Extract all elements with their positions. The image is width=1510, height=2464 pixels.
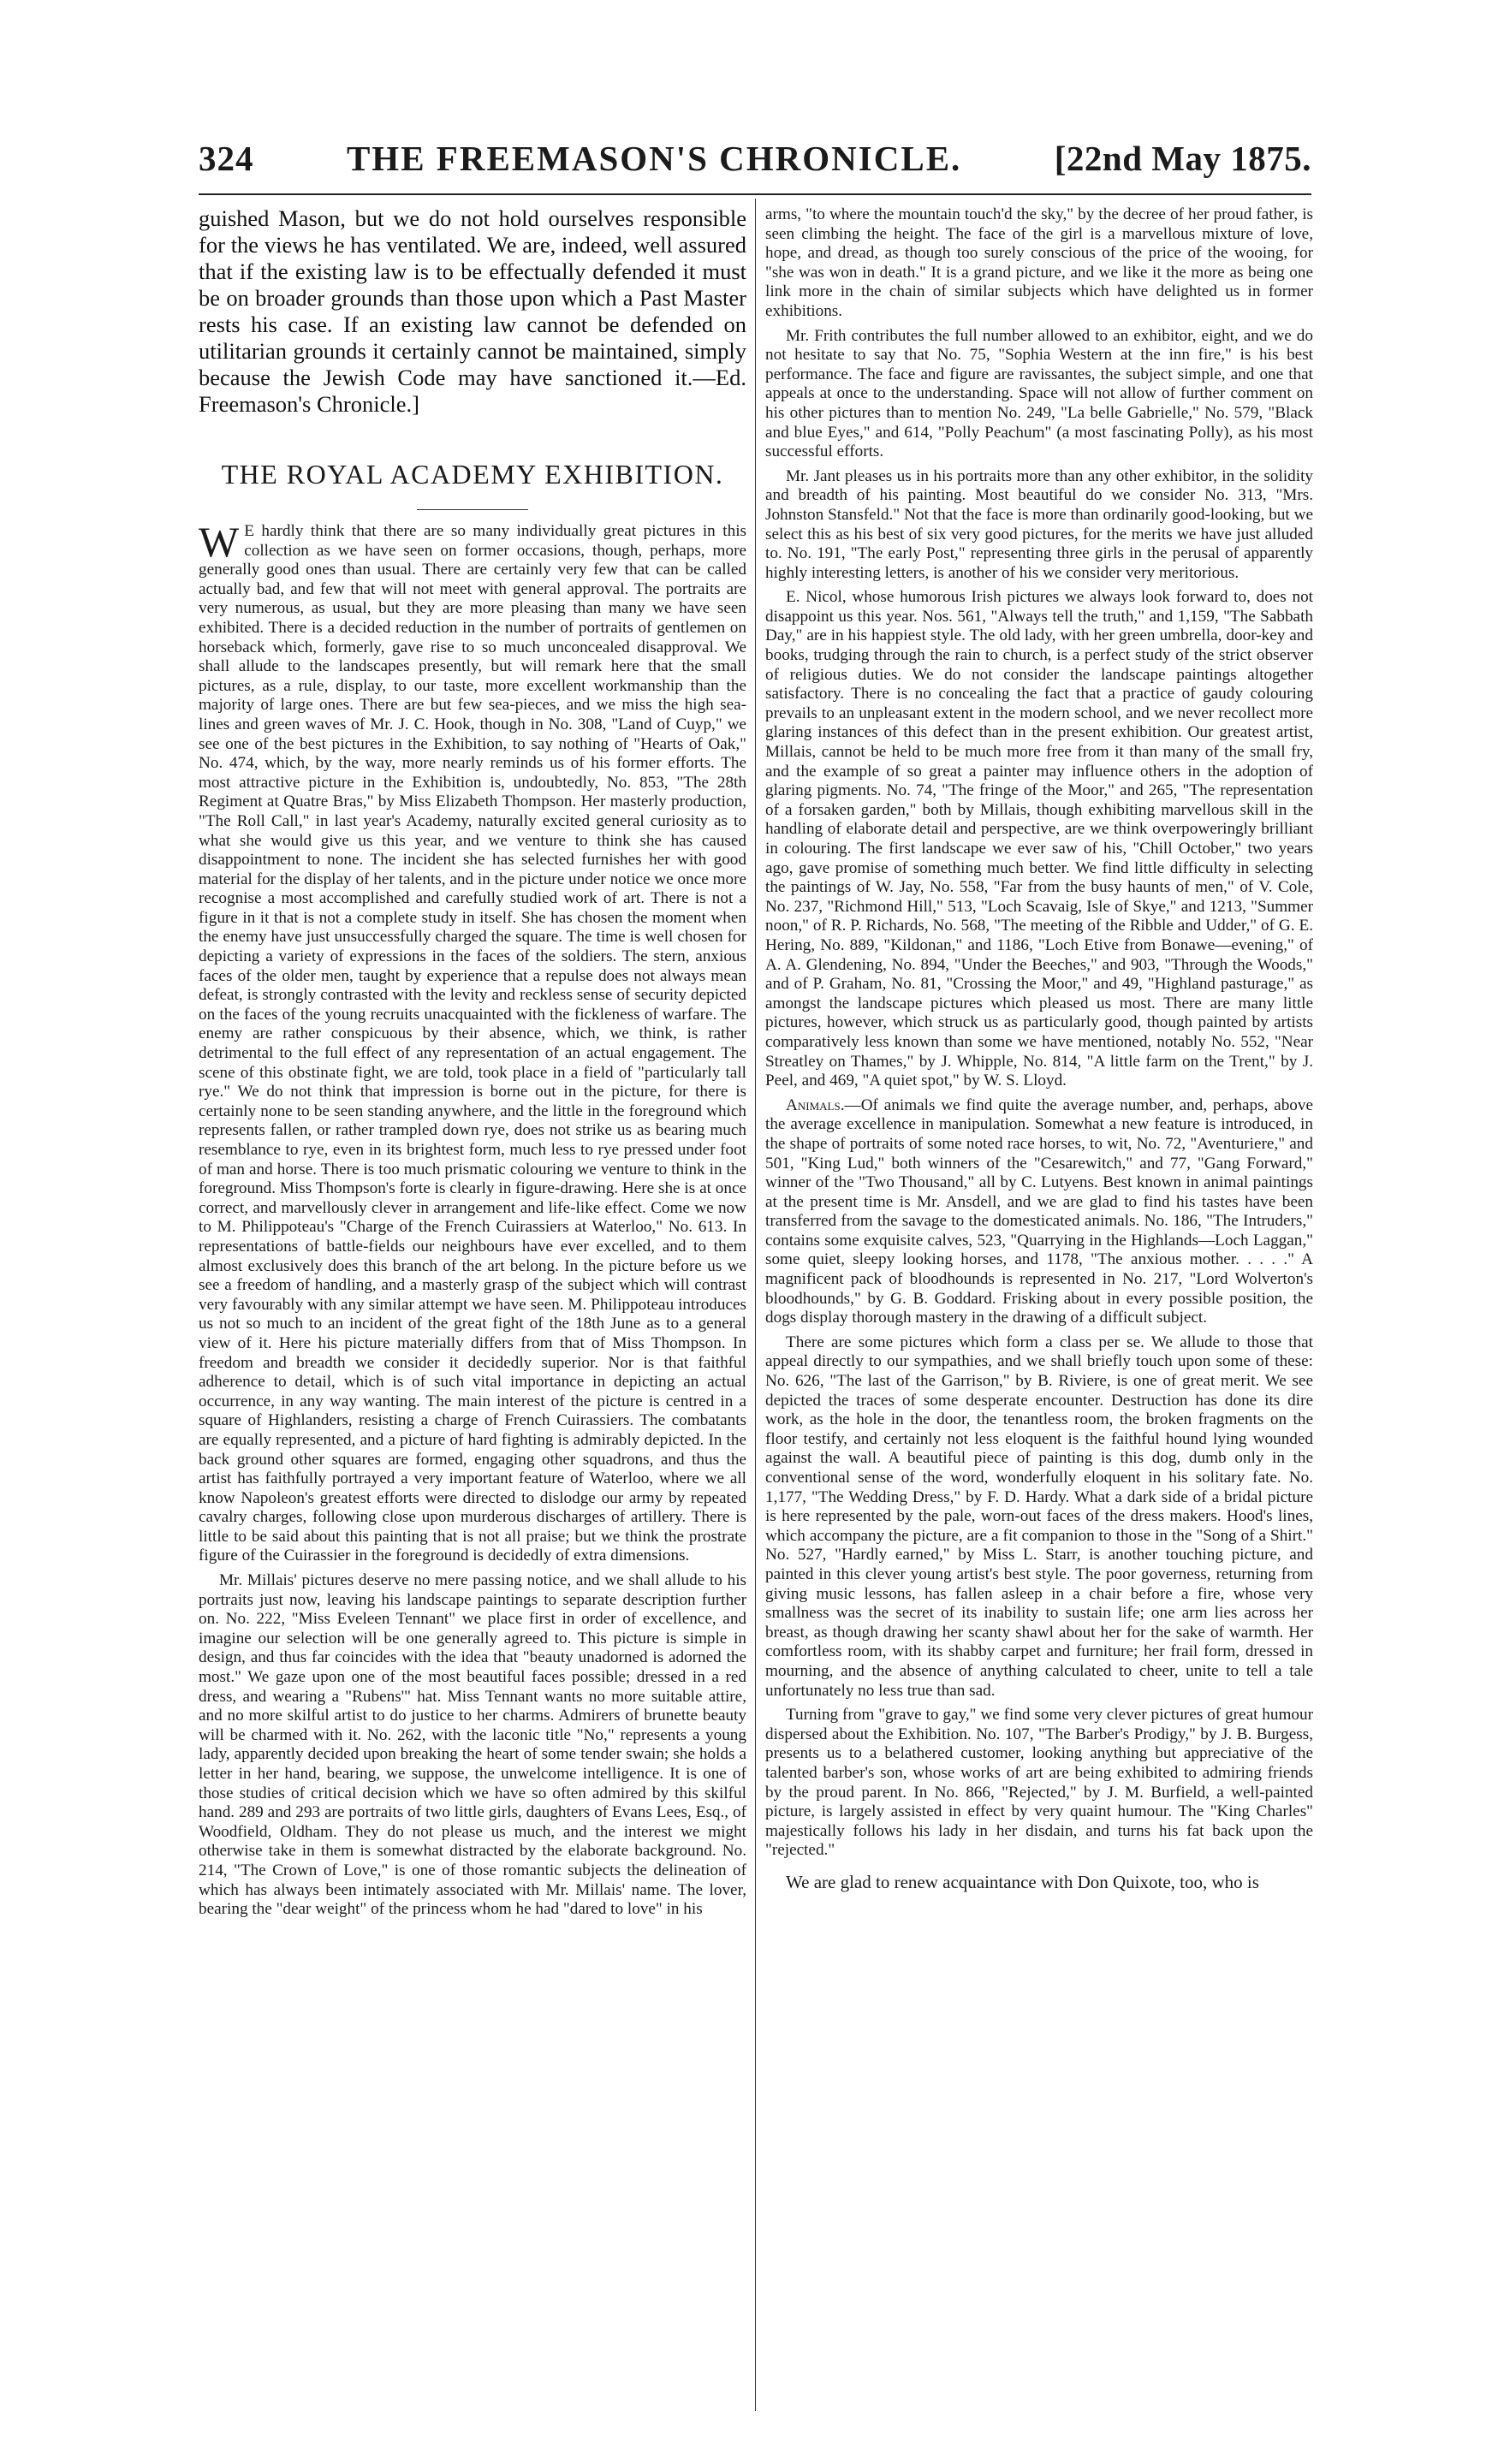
page-header [199, 128, 1311, 188]
paragraph-text: —Of animals we find quite the average number, and, perhaps, above the average excellence in manipulation. Somewhat a new feature is introduced, in the shape of portraits of some noted race horses, to wit, No. 72, "Aventuriere," and 501, "King Lud," both winners of the "Cesarewitch," and 77, "Gang Forward," winner of the "Two Thousand," all by C. Lutyens. Best known in animal paintings at the present time is Mr. Ansdell, and we are glad to find his tastes have been transferred from the savage to the domesticated animals. No. 186, "The Intruders," contains some exquisite calves, 523, "Quarrying in the Highlands—Loch Laggan," some quiet, sleepy looking horses, and 1178, "The anxious mother. . . . ." A magnificent pack of bloodhounds is represented in No. 217, "Lord Wolverton's bloodhounds," by G. B. Goddard. Frisking about in every possible position, the dogs display thorough mastery in the drawing of a difficult subject. [765, 1095, 1313, 1327]
article-paragraph: Turning from "grave to gay," we find some very clever pictures of great humour dispersed about the Exhibition. No. 107, "The Barber's Prodigy," by J. B. Burgess, presents us to a belathered customer, looking anything but appreciative of the talented barber's son, whose works of art are being exhibited to admiring friends by the proud parent. In No. 866, "Rejected," by J. M. Burfield, a well-painted picture, is largely assisted in effect by very quaint humour. The "King Charles" majestically follows his lady in her disdain, and turns his fat back upon the "rejected." [765, 1706, 1313, 1860]
article-paragraph [199, 518, 746, 1566]
paragraph-text: E hardly think that there are so many individually great pictures in this collection as we have seen on former occasions, though, perhaps, more generally good ones than usual. There are certainly very few that can be called actually bad, and few that will not meet with general approval. The portraits are very numerous, as usual, but they are more pleasing than many we have seen exhibited. There is a decided reduction in the number of portraits of gentlemen on horseback which, formerly, gave rise to so much unconcealed disapproval. We shall allude to the landscapes presently, but will remark here that the small pictures, as a rule, display, to our taste, more excellent workmanship than the majority of large ones. There are but few sea-pieces, and we miss the high sea-lines and green waves of Mr. J. C. Hook, though in No. 308, "Land of Cuyp," we see one of the best pictures in the Exhibition, to say nothing of "Hearts of Oak," No. 474, which, by the way, more nearly reminds us of his former efforts. The most attractive picture in the Exhibition is, undoubtedly, No. 853, "The 28th Regiment at Quatre Bras," by Miss Elizabeth Thompson. Her masterly production, "The Roll Call," in last year's Academy, naturally excited general curiosity as to what she would give us this year, and we venture to think she has caused disappointment to none. The incident she has selected furnishes her with good material for the display of her talents, and in the picture under notice we once more recognise a most accomplished and carefully studied work of art. There is not a figure in it that is not a complete study in itself. She has chosen the moment when the enemy have just unsuccessfully charged the square. The time is well chosen for depicting a variety of expressions in the faces of the soldiers. The stern, anxious faces of the older men, taught by experience that a repulse does not always mean defeat, is strongly contrasted with the levity and reckless sense of security depicted on the faces of the young recruits unacquainted with the fickleness of warfare. The enemy are rather conspicuous by their absence, which, we think, is rather detrimental to the full effect of any representation of an actual engagement. The scene of this obstinate fight, we are told, took place in a field of "particularly tall rye." We do not think that impression is borne out in the picture, for there is certainly none to be seen standing anywhere, and the little in the foreground which represents fallen, or rather trampled down rye, does not strike us as bearing much resemblance to rye, even in its brightest form, much less to rye pressed under foot of man and horse. There is too much prismatic colouring we venture to think in the foreground. Miss Thompson's forte is clearly in figure-drawing. Here she is at once correct, and marvellously clever in arrangement and life-like effect. Come we now to M. Philippoteau's "Charge of the French Cuirassiers at Waterloo," No. 613. In representations of battle-fields our neighbours have ever excelled, and to them almost exclusively does this branch of the art belong. In the picture before us we see a freedom of handling, and a masterly grasp of the subject which will contrast very favourably with any similar attempt we have seen. M. Philippoteau introduces us not so much to an incident of the great fight of the 18th June as to a general view of it. Here his picture materially differs from that of Miss Thompson. In freedom and breadth we consider it decidedly superior. Nor is that faithful adherence to detail, which is of such vital importance in depicting an actual occurrence, in any way wanting. The main interest of the picture is centred in a square of Highlanders, resisting a charge of French Cuirassiers. The combatants are equally represented, and a picture of hard fighting is admirably depicted. In the back ground other squares are formed, engaging other squadrons, and thus the artist has faithfully portrayed a very important feature of Waterloo, where we all know Napoleon's greatest efforts were directed to dislodge our army by repeated cavalry charges, following close upon murderous discharges of artillery. There is little to be said about this painting that is not all praise; but we think the prostrate figure of the Cuirassier in the foreground is decidedly of extra dimensions. [199, 522, 746, 1565]
article-paragraph: There are some pictures which form a class per se. We allude to those that appeal directly to our sympathies, and we shall briefly touch upon some of these: No. 626, "The last of the Garrison," by B. Riviere, is one of great merit. We see depicted the traces of some desperate encounter. Destruction has done its dire work, as the hole in the door, the tenantless room, the broken fragments on the floor testify, and certainly not less eloquent is the faithful hound lying wounded against the wall. A beautiful piece of painting is this dog, dumb only in the conventional sense of the word, wonderfully eloquent in his solitary fate. No. 1,177, "The Wedding Dress," by F. D. Hardy. What a dark side of a bridal picture is here represented by the pale, worn-out faces of the dress makers. Hood's lines, which accompany the picture, are a fit companion to those in the "Song of a Shirt." No. 527, "Hardly earned," by Miss L. Starr, is another touching picture, and painted in this clever young artist's best style. The poor governess, returning from giving music lessons, has fallen asleep in a chair before a fire, whose very smallness was the secret of its inability to sustain life; one arm lies across her breast, as though drawing her scanty shawl about her for the sake of warmth. Her comfortless room, with its shabby carpet and furniture; her frail form, dressed in mourning, and the absence of anything calculated to cheer, unite to tell a tale unfortunately no less true than sad. [765, 1333, 1313, 1700]
publication-title: THE FREEMASON'S CHRONICLE. [346, 139, 962, 178]
issue-date: [22nd May 1875. [1054, 139, 1311, 178]
article-paragraph [765, 1096, 1313, 1328]
title-rule [417, 509, 528, 510]
right-column [765, 205, 1313, 2413]
editorial-note: guished Mason, but we do not hold ourselves responsible for the views he has ventilated. We are, indeed, well assured that if the existing law is to be effectually defended it must be on broader grounds than those upon which a Past Master rests his case. If an existing law cannot be defended on utilitarian grounds it certainly cannot be maintained, simply because the Jewish Code may have sanctioned it.—Ed. Freemason's Chronicle.] [199, 205, 746, 417]
article-paragraph: We are glad to renew acquaintance with Don Quixote, too, who is [786, 1871, 1259, 1892]
drop-cap: W [199, 518, 240, 566]
left-column [199, 205, 746, 2413]
article-paragraph: E. Nicol, whose humorous Irish pictures we always look forward to, does not disappoint us this year. Nos. 561, "Always tell the truth," and 1,159, "The Sabbath Day," are in his happiest style. The old lady, with her green umbrella, door-key and books, trudging through the rain to church, is a perfect study of the strict observer of religious duties. We do not consider the landscape paintings altogether satisfactory. There is no concealing the fact that a practice of gaudy colouring prevails to an unpleasant extent in the modern school, and we never recollect more glaring instances of this defect than in the present exhibition. Our greatest artist, Millais, cannot be held to be much more free from it than many of the small fry, and the example of so great a painter may influence others in the adoption of glaring pigments. No. 74, "The fringe of the Moor," and 265, "The representation of a forsaken garden," both by Millais, though exhibiting marvellous skill in the handling of elaborate detail and perspective, are we think overpoweringly brilliant in colouring. The first landscape we ever saw of his, "Chill October," two years ago, gave promise of something much better. We find little difficulty in selecting the paintings of W. Jay, No. 558, "Far from the busy haunts of men," of V. Cole, No. 237, "Richmond Hill," 513, "Loch Scavaig, Isle of Skye," and 1213, "Summer noon," of R. P. Richards, No. 568, "The meeting of the Ribble and Udder," of G. E. Hering, No. 889, "Kildonan," and 1186, "Loch Etive from Bonawe—evening," of A. A. Glendening, No. 894, "Under the Beeches," and 903, "Through the Woods," and of P. Graham, No. 81, "Crossing the Moor," and 49, "Highland pasturage," as amongst the landscape pictures which pleased us most. There are many little pictures, however, which struck us as particularly good, though painted by artists comparatively less known than some we have mentioned, notably No. 552, "Near Streatley on Thames," by J. Whipple, No. 814, "A little farm on the Trent," by J. Peel, and 469, "A quiet spot," by W. S. Lloyd. [765, 588, 1313, 1090]
article-paragraph: Mr. Millais' pictures deserve no mere passing notice, and we shall allude to his portraits just now, leaving his landscape paintings to separate description further on. No. 222, "Miss Eveleen Tennant" we place first in order of excellence, and imagine our selection will be one generally agreed to. This picture is simple in design, and thus far coincides with the idea that "beauty unadorned is adorned the most." We gaze upon one of the most beautiful faces possible; dressed in a red dress, and wearing a "Rubens'" hat. Miss Tennant wants no more suitable attire, and no more skilful artist to do justice to her charms. Admirers of brunette beauty will be charmed with it. No. 262, with the laconic title "No," represents a young lady, apparently decided upon breaking the heart of some tender swain; she holds a letter in her hand, bearing, we suppose, the unwelcome intelligence. It is one of those studies of critical decision which we have so often admired by this skilful hand. 289 and 293 are portraits of two little girls, daughters of Evans Lees, Esq., of Woodfield, Oldham. They do not please us much, and the interest we might otherwise take in them is somewhat distracted by the elaborate background. No. 214, "The Crown of Love," is one of those romantic subjects the delineation of which has always been intimately associated with Mr. Millais' name. The lover, bearing the "dear weight" of the princess whom he had "dared to love" in his [199, 1571, 746, 1919]
header-rule [199, 193, 1311, 195]
article-paragraph: Mr. Jant pleases us in his portraits more than any other exhibitor, in the solidity and breadth of his painting. Most beautiful do we consider No. 313, "Mrs. Johnston Stansfeld." Not that the face is more than ordinarily good-looking, but we select this as his best of six very good pictures, for the merits we have just alluded to. No. 191, "The early Post," representing three girls in the perusal of apparently highly interesting letters, is another of his we consider very meritorious. [765, 466, 1313, 582]
article-title: THE ROYAL ACADEMY EXHIBITION. [221, 459, 724, 490]
article-paragraph: Mr. Frith contributes the full number allowed to an exhibitor, eight, and we do not hesitate to say that No. 75, "Sophia Western at the inn fire," is his best performance. The face and figure are ravissantes, the subject simple, and one that appeals at once to the understanding. Space will not allow of further comment on his other pictures than to mention No. 249, "La belle Gabrielle," No. 579, "Black and blue Eyes," and 614, "Polly Peachum" (a most fascinating Polly), as his most successful efforts. [765, 326, 1313, 461]
section-label: Animals. [786, 1095, 845, 1114]
column-divider [755, 199, 756, 2411]
page-number: 324 [199, 139, 254, 178]
article-paragraph: arms, "to where the mountain touch'd the sky," by the decree of her proud father, is seen climbing the height. The face of the girl is a marvellous mixture of love, hope, and dread, as though too surely conscious of the price of the wooing, for "she was won in death." It is a grand picture, and we like it the more as being one link more in the chain of similar subjects which have delighted us in former exhibitions. [765, 205, 1313, 320]
